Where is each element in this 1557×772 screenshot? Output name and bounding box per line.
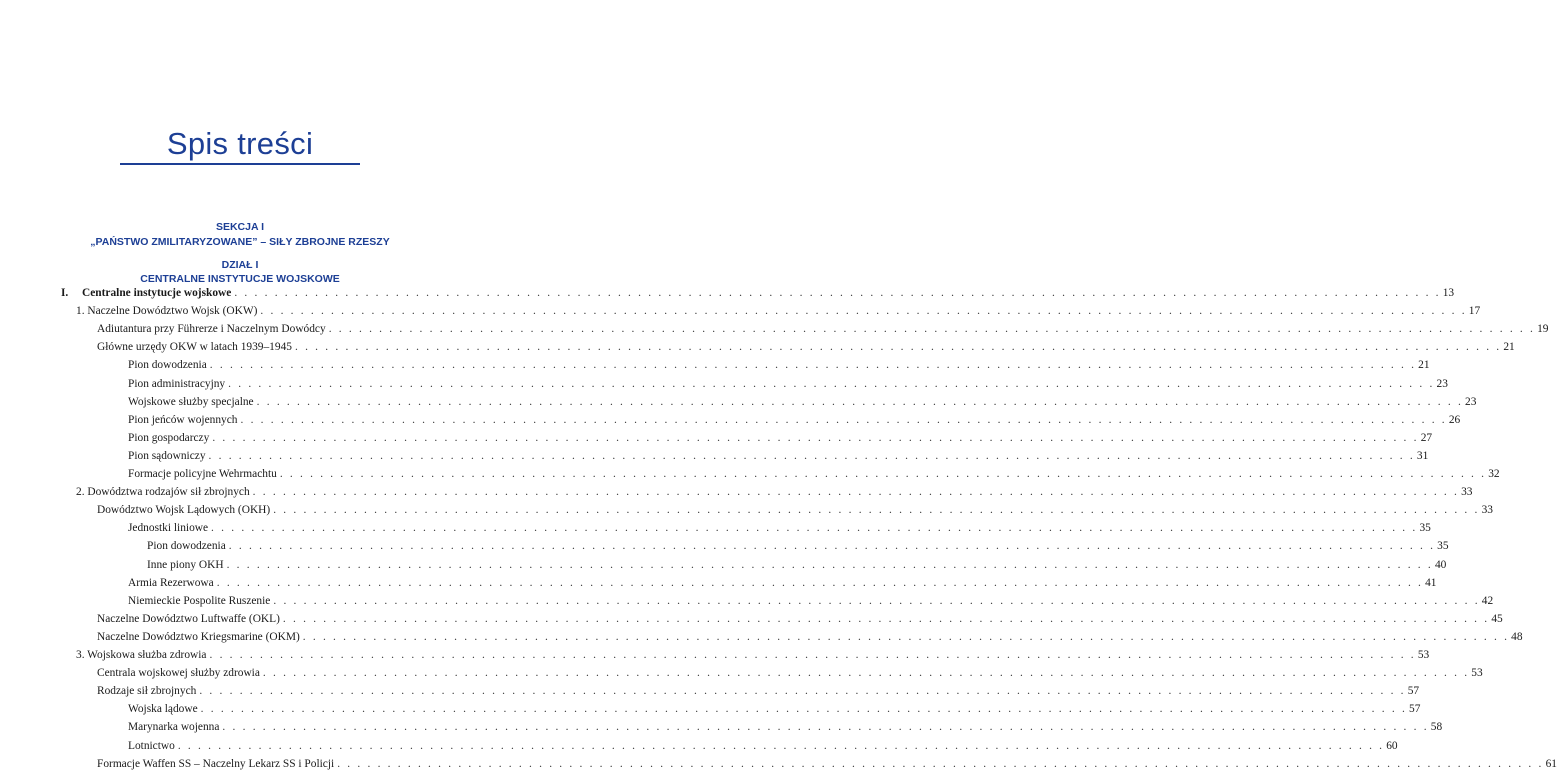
toc-entry-text: Pion gospodarczy: [128, 431, 210, 444]
title-underline: [120, 163, 360, 165]
toc-entry-title: [128, 520, 211, 536]
toc-entry-page: 58: [1430, 721, 1443, 734]
toc-leader-dots: . . . . . . . . . . . . . . . . . . . . . . . . . . . . . . . . . . . . . . . . . . . . . . . . . . . . . . . . . . . . . . . . . . . . . . . . . . . . . . . . . . . . . . . . . . . . . . . . . . . . . . . . . . . . . . . . . . . . . . . .: [302, 630, 1510, 643]
toc-entry[interactable]: [61, 285, 1455, 301]
toc-entry-text: Wojskowe służby specjalne: [128, 395, 254, 408]
toc-leader-dots: . . . . . . . . . . . . . . . . . . . . . . . . . . . . . . . . . . . . . . . . . . . . . . . . . . . . . . . . . . . . . . . . . . . . . . . . . . . . . . . . . . . . . . . . . . . . . . . . . . . . . . . . . . . . . . . . . . . . . . . .: [226, 558, 1433, 571]
toc-entry-page: 35: [1437, 540, 1449, 553]
toc-entry-page: 41: [1425, 576, 1437, 589]
toc-entry-page: 60: [1386, 739, 1398, 752]
toc-entry-text: Dowództwo Wojsk Lądowych (OKH): [97, 504, 271, 517]
toc-leader-dots: . . . . . . . . . . . . . . . . . . . . . . . . . . . . . . . . . . . . . . . . . . . . . . . . . . . . . . . . . . . . . . . . . . . . . . . . . . . . . . . . . . . . . . . . . . . . . . . . . . . . . . . . . . . . . . . . . . . . . . . .: [240, 413, 1447, 426]
toc-leader-dots: . . . . . . . . . . . . . . . . . . . . . . . . . . . . . . . . . . . . . . . . . . . . . . . . . . . . . . . . . . . . . . . . . . . . . . . . . . . . . . . . . . . . . . . . . . . . . . . . . . . . . . . . . . . . . . . . . . . . . . . .: [337, 757, 1544, 770]
toc-entry-title: [128, 394, 257, 410]
toc-entry-page: 40: [1434, 558, 1447, 571]
toc-entry-page: 35: [1419, 522, 1431, 535]
toc-entry-title: [128, 357, 210, 373]
toc-entry[interactable]: [128, 412, 1461, 428]
toc-leader-dots: . . . . . . . . . . . . . . . . . . . . . . . . . . . . . . . . . . . . . . . . . . . . . . . . . . . . . . . . . . . . . . . . . . . . . . . . . . . . . . . . . . . . . . . . . . . . . . . . . . . . . . . . . . . . . . . . . . . . . . . .: [209, 359, 1417, 372]
toc-entry[interactable]: [76, 647, 1430, 663]
toc-entry[interactable]: [128, 520, 1431, 536]
toc-entry[interactable]: [128, 357, 1430, 373]
toc-entry-text: 1. Naczelne Dowództwo Wojsk (OKW): [76, 305, 258, 318]
toc-entry[interactable]: [97, 629, 1523, 645]
toc-entry[interactable]: [76, 484, 1473, 500]
toc-leader-dots: . . . . . . . . . . . . . . . . . . . . . . . . . . . . . . . . . . . . . . . . . . . . . . . . . . . . . . . . . . . . . . . . . . . . . . . . . . . . . . . . . . . . . . . . . . . . . . . . . . . . . . . . . . . . . . . . . . . . . . . .: [200, 703, 1408, 716]
toc-entry-page: 21: [1503, 341, 1515, 354]
toc-leader-dots: . . . . . . . . . . . . . . . . . . . . . . . . . . . . . . . . . . . . . . . . . . . . . . . . . . . . . . . . . . . . . . . . . . . . . . . . . . . . . . . . . . . . . . . . . . . . . . . . . . . . . . . . . . . . . . . . . . . . . . . .: [282, 612, 1490, 625]
toc-leader-dots: . . . . . . . . . . . . . . . . . . . . . . . . . . . . . . . . . . . . . . . . . . . . . . . . . . . . . . . . . . . . . . . . . . . . . . . . . . . . . . . . . . . . . . . . . . . . . . . . . . . . . . . . . . . . . . . . . . . . . . . .: [177, 739, 1385, 752]
toc-entry-title: [128, 412, 240, 428]
toc-entry-number: I.: [61, 287, 69, 299]
toc-entry[interactable]: [97, 502, 1493, 518]
toc-entry-title: [128, 593, 273, 609]
toc-entry[interactable]: [128, 738, 1398, 754]
toc-entry-text: Lotnictwo: [128, 739, 175, 752]
toc-leader-dots: . . . . . . . . . . . . . . . . . . . . . . . . . . . . . . . . . . . . . . . . . . . . . . . . . . . . . . . . . . . . . . . . . . . . . . . . . . . . . . . . . . . . . . . . . . . . . . . . . . . . . . . . . . . . . . . . . . . . . . . .: [228, 377, 1435, 390]
toc-entry[interactable]: [97, 665, 1483, 681]
toc-leader-dots: . . . . . . . . . . . . . . . . . . . . . . . . . . . . . . . . . . . . . . . . . . . . . . . . . . . . . . . . . . . . . . . . . . . . . . . . . . . . . . . . . . . . . . . . . . . . . . . . . . . . . . . . . . . . . . . . . . . . . . . .: [256, 395, 1464, 408]
toc-entry[interactable]: [128, 448, 1429, 464]
toc-entry[interactable]: [97, 611, 1503, 627]
toc-leader-dots: . . . . . . . . . . . . . . . . . . . . . . . . . . . . . . . . . . . . . . . . . . . . . . . . . . . . . . . . . . . . . . . . . . . . . . . . . . . . . . . . . . . . . . . . . . . . . . . . . . . . . . . . . . . . . . . . . . . . . . . .: [260, 305, 1467, 318]
toc-leader-dots: . . . . . . . . . . . . . . . . . . . . . . . . . . . . . . . . . . . . . . . . . . . . . . . . . . . . . . . . . . . . . . . . . . . . . . . . . . . . . . . . . . . . . . . . . . . . . . . . . . . . . . . . . . . . . . . . . . . . . . . .: [252, 486, 1460, 499]
toc-entry-title: [76, 303, 260, 319]
toc-entry-text: Główne urzędy OKW w latach 1939–1945: [97, 341, 292, 354]
toc-entry-page: 42: [1481, 594, 1494, 607]
toc-entry[interactable]: [147, 557, 1447, 573]
toc-entry-title: [61, 285, 234, 301]
toc-leader-dots: . . . . . . . . . . . . . . . . . . . . . . . . . . . . . . . . . . . . . . . . . . . . . . . . . . . . . . . . . . . . . . . . . . . . . . . . . . . . . . . . . . . . . . . . . . . . . . . . . . . . . . . . . . . . . . . . . . . . . . . .: [328, 323, 1536, 336]
toc-leader-dots: . . . . . . . . . . . . . . . . . . . . . . . . . . . . . . . . . . . . . . . . . . . . . . . . . . . . . . . . . . . . . . . . . . . . . . . . . . . . . . . . . . . . . . . . . . . . . . . . . . . . . . . . . . . . . . . . . . . . . . . .: [228, 540, 1436, 553]
toc-entry-page: 23: [1465, 395, 1477, 408]
toc-leader-dots: . . . . . . . . . . . . . . . . . . . . . . . . . . . . . . . . . . . . . . . . . . . . . . . . . . . . . . . . . . . . . . . . . . . . . . . . . . . . . . . . . . . . . . . . . . . . . . . . . . . . . . . . . . . . . . . . . . . . . . . .: [273, 504, 1480, 517]
division-label: DZIAŁ I: [221, 259, 259, 271]
toc-leader-dots: . . . . . . . . . . . . . . . . . . . . . . . . . . . . . . . . . . . . . . . . . . . . . . . . . . . . . . . . . . . . . . . . . . . . . . . . . . . . . . . . . . . . . . . . . . . . . . . . . . . . . . . . . . . . . . . . . . . . . . . .: [209, 649, 1416, 661]
toc-entry-title: [147, 538, 229, 554]
toc-entry-title: [128, 430, 212, 446]
toc-entry-text: Rodzaje sił zbrojnych: [97, 685, 197, 698]
toc-entry[interactable]: [128, 719, 1443, 735]
toc-entry-page: 19: [1537, 323, 1549, 336]
toc-entry-title: [97, 502, 273, 518]
toc-leader-dots: . . . . . . . . . . . . . . . . . . . . . . . . . . . . . . . . . . . . . . . . . . . . . . . . . . . . . . . . . . . . . . . . . . . . . . . . . . . . . . . . . . . . . . . . . . . . . . . . . . . . . . . . . . . . . . . . . . . . . . . .: [234, 287, 1441, 299]
toc-entry[interactable]: [128, 430, 1433, 446]
toc-entry[interactable]: [97, 339, 1515, 355]
toc-entry-page: 57: [1407, 685, 1420, 698]
toc-leader-dots: . . . . . . . . . . . . . . . . . . . . . . . . . . . . . . . . . . . . . . . . . . . . . . . . . . . . . . . . . . . . . . . . . . . . . . . . . . . . . . . . . . . . . . . . . . . . . . . . . . . . . . . . . . . . . . . . . . . . . . . .: [273, 594, 1480, 607]
toc-entry-title: [128, 738, 178, 754]
toc-entry-text: Marynarka wojenna: [128, 721, 220, 734]
toc-leader-dots: . . . . . . . . . . . . . . . . . . . . . . . . . . . . . . . . . . . . . . . . . . . . . . . . . . . . . . . . . . . . . . . . . . . . . . . . . . . . . . . . . . . . . . . . . . . . . . . . . . . . . . . . . . . . . . . . . . . . . . . .: [208, 449, 1415, 462]
toc-entry-title: [97, 321, 329, 337]
toc-entry-text: Centralne instytucje wojskowe: [82, 287, 232, 299]
toc-entry-page: 27: [1420, 431, 1433, 444]
toc-entry-text: Adiutantura przy Führerze i Naczelnym Dowódcy: [97, 323, 326, 336]
toc-leader-dots: . . . . . . . . . . . . . . . . . . . . . . . . . . . . . . . . . . . . . . . . . . . . . . . . . . . . . . . . . . . . . . . . . . . . . . . . . . . . . . . . . . . . . . . . . . . . . . . . . . . . . . . . . . . . . . . . . . . . . . . .: [279, 468, 1487, 480]
toc-entry-text: Pion sądowniczy: [128, 449, 206, 462]
toc-entry-text: 3. Wojskowa służba zdrowia: [76, 649, 207, 661]
toc-entry-page: 23: [1436, 377, 1448, 390]
toc-entry-title: [128, 701, 201, 717]
toc-entry-title: [97, 629, 303, 645]
toc-entry[interactable]: [97, 683, 1420, 699]
toc-entry-page: 57: [1409, 703, 1421, 716]
toc-entry-text: Pion jeńców wojennych: [128, 413, 238, 426]
toc-leader-dots: . . . . . . . . . . . . . . . . . . . . . . . . . . . . . . . . . . . . . . . . . . . . . . . . . . . . . . . . . . . . . . . . . . . . . . . . . . . . . . . . . . . . . . . . . . . . . . . . . . . . . . . . . . . . . . . . . . . . . . . .: [199, 685, 1406, 698]
toc-leader-dots: . . . . . . . . . . . . . . . . . . . . . . . . . . . . . . . . . . . . . . . . . . . . . . . . . . . . . . . . . . . . . . . . . . . . . . . . . . . . . . . . . . . . . . . . . . . . . . . . . . . . . . . . . . . . . . . . . . . . . . . .: [262, 667, 1470, 680]
toc-entry-page: 48: [1511, 630, 1523, 643]
toc-leader-dots: . . . . . . . . . . . . . . . . . . . . . . . . . . . . . . . . . . . . . . . . . . . . . . . . . . . . . . . . . . . . . . . . . . . . . . . . . . . . . . . . . . . . . . . . . . . . . . . . . . . . . . . . . . . . . . . . . . . . . . . .: [212, 431, 1419, 444]
toc-entry[interactable]: [128, 701, 1421, 717]
toc-entry-text: Naczelne Dowództwo Luftwaffe (OKL): [97, 612, 280, 625]
section-subtitle: „PAŃSTWO ZMILITARYZOWANE” – SIŁY ZBROJNE RZESZY: [90, 236, 390, 248]
toc-entry-title: [97, 339, 295, 355]
toc-entry-title: [76, 647, 209, 663]
toc-entry-title: [97, 611, 283, 627]
toc-entry-text: Wojska lądowe: [128, 703, 198, 716]
toc-entry-title: [128, 376, 228, 392]
toc-entry-page: 21: [1418, 359, 1430, 372]
toc-entry-title: [128, 575, 217, 591]
toc-entry-page: 33: [1481, 504, 1493, 517]
toc-entry-text: Formacje Waffen SS – Naczelny Lekarz SS i Policji: [97, 757, 335, 770]
toc-entry-title: [97, 756, 337, 772]
toc-entry-text: Armia Rezerwowa: [128, 576, 214, 589]
toc-entry-text: Pion dowodzenia: [147, 540, 226, 553]
toc-entry[interactable]: [97, 756, 1557, 772]
page-title: Spis treści: [166, 126, 314, 161]
toc-entry-page: 53: [1471, 667, 1483, 680]
toc-entry-title: [97, 665, 263, 681]
toc-entry-text: Formacje policyjne Wehrmachtu: [128, 468, 277, 480]
toc-entry-page: 31: [1416, 449, 1429, 462]
division-subtitle: CENTRALNE INSTYTUCJE WOJSKOWE: [140, 273, 340, 285]
toc-entry[interactable]: [128, 593, 1494, 609]
toc-entry-page: 26: [1448, 413, 1461, 426]
toc-entry-page: 32: [1488, 468, 1500, 480]
toc-entry-page: 61: [1545, 757, 1557, 770]
toc-entry-text: Inne piony OKH: [147, 558, 224, 571]
toc-entry-page: 13: [1442, 287, 1455, 299]
toc-entry[interactable]: [147, 538, 1449, 554]
toc-entry-text: Niemieckie Pospolite Ruszenie: [128, 594, 271, 607]
toc-leader-dots: . . . . . . . . . . . . . . . . . . . . . . . . . . . . . . . . . . . . . . . . . . . . . . . . . . . . . . . . . . . . . . . . . . . . . . . . . . . . . . . . . . . . . . . . . . . . . . . . . . . . . . . . . . . . . . . . . . . . . . . .: [294, 341, 1502, 354]
toc-entry-page: 45: [1491, 612, 1503, 625]
toc-entry-title: [97, 683, 199, 699]
toc-entry[interactable]: [97, 321, 1549, 337]
toc-entry-text: Naczelne Dowództwo Kriegsmarine (OKM): [97, 630, 300, 643]
toc-entry-page: 17: [1468, 305, 1481, 318]
toc-leader-dots: . . . . . . . . . . . . . . . . . . . . . . . . . . . . . . . . . . . . . . . . . . . . . . . . . . . . . . . . . . . . . . . . . . . . . . . . . . . . . . . . . . . . . . . . . . . . . . . . . . . . . . . . . . . . . . . . . . . . . . . .: [216, 576, 1424, 589]
toc-entry-page: 33: [1461, 486, 1473, 499]
toc-entry[interactable]: [128, 394, 1477, 410]
toc-entry-text: Jednostki liniowe: [128, 522, 209, 535]
toc-entry[interactable]: [128, 466, 1500, 482]
toc-entry-text: Pion administracyjny: [128, 377, 226, 390]
toc-entry-title: [76, 484, 253, 500]
toc-entry-title: [128, 466, 280, 482]
toc-entry-title: [128, 719, 222, 735]
toc-entry-text: 2. Dowództwa rodzajów sił zbrojnych: [76, 486, 250, 499]
toc-leader-dots: . . . . . . . . . . . . . . . . . . . . . . . . . . . . . . . . . . . . . . . . . . . . . . . . . . . . . . . . . . . . . . . . . . . . . . . . . . . . . . . . . . . . . . . . . . . . . . . . . . . . . . . . . . . . . . . . . . . . . . . .: [211, 522, 1418, 535]
toc-entry-page: 53: [1417, 649, 1430, 661]
toc-entry-text: Pion dowodzenia: [128, 359, 207, 372]
toc-entry[interactable]: [128, 575, 1437, 591]
toc-entry-title: [147, 557, 227, 573]
section-label: SEKCJA I: [215, 221, 265, 233]
toc-entry[interactable]: [76, 303, 1481, 319]
toc-entry-title: [128, 448, 209, 464]
toc-leader-dots: . . . . . . . . . . . . . . . . . . . . . . . . . . . . . . . . . . . . . . . . . . . . . . . . . . . . . . . . . . . . . . . . . . . . . . . . . . . . . . . . . . . . . . . . . . . . . . . . . . . . . . . . . . . . . . . . . . . . . . . .: [222, 721, 1429, 734]
toc-entry[interactable]: [128, 376, 1448, 392]
toc-entry-text: Centrala wojskowej służby zdrowia: [97, 667, 260, 680]
